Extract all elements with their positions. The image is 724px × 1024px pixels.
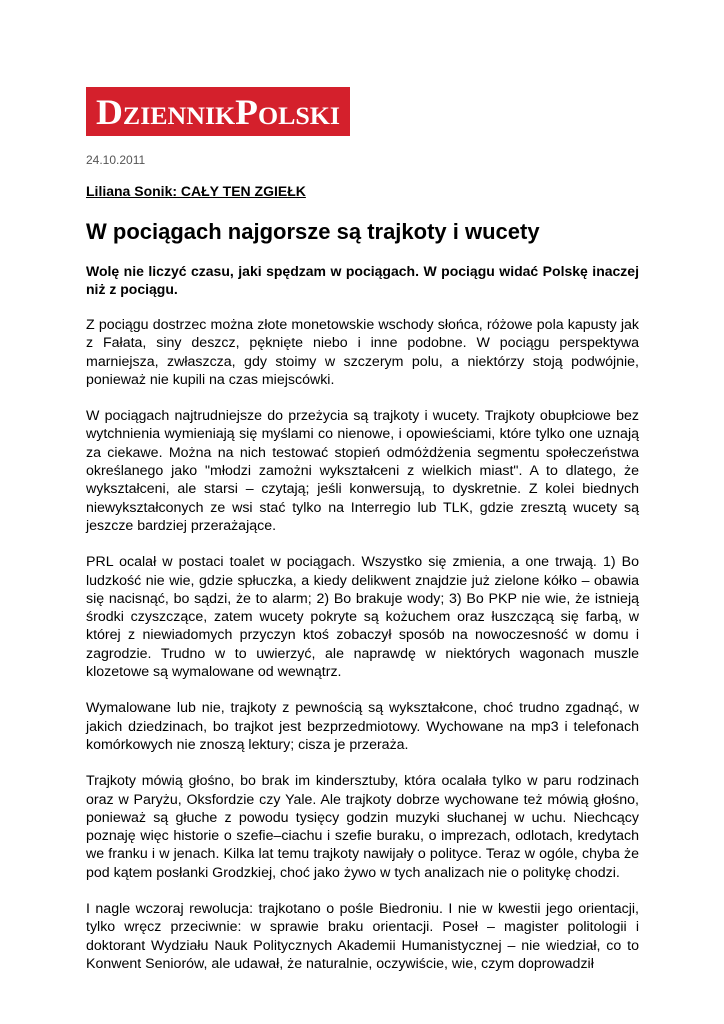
- article-paragraph: PRL ocalał w postaci toalet w pociągach. Wszystko się zmienia, a one trwają. 1) Bo ludzkość nie wie, gdzie spłuczka, a kiedy delikwent znajdzie już zielone kółko – obawia się nacisnąć, bo sądzi, że to alarm; 2) Bo brakuje wody; 3) Bo PKP nie wie, że istnieją środki czyszczące, zatem wucety pokryte są kożuchem oraz łuszczącą się farbą, w której z niewiadomych przyczyn ktoś zobaczył sposób na nowoczesność w domu i zagrodzie. Trudno w to uwierzyć, ale naprawdę w niektórych wagonach muszle klozetowe są wymalowane od wewnątrz.: [86, 554, 639, 681]
- article-paragraph: Trajkoty mówią głośno, bo brak im kindersztuby, która ocalała tylko w paru rodzinach oraz w Paryżu, Oksfordzie czy Yale. Ale trajkoty dobrze wychowane też mówią głośno, ponieważ są głuche z powodu tysięcy godzin muzyki słuchanej w uchu. Niechcący poznaję więc historie o szefie–ciachu i szefie buraku, o imprezach, odlotach, kredytach we franku i w jenach. Kilka lat temu trajkoty nawijały o polityce. Teraz w ogóle, chyba że pod kątem posłanki Grodzkiej, choć jako żywo w tych analizach nie o politykę chodzi.: [86, 773, 639, 881]
- article-title: W pociągach najgorsze są trajkoty i wucety: [86, 219, 540, 244]
- article-paragraph: I nagle wczoraj rewolucja: trajkotano o pośle Biedroniu. I nie w kwestii jego orientacji, tylko wręcz przeciwnie: w sprawie braku orientacji. Poseł – magister politologii i doktorant Wydziału Nauk Politycznych Akademii Humanistycznej – nie wiedział, co to Konwent Seniorów, ale udawał, że naturalnie, oczywiście, wie, czym doprowadził: [86, 901, 639, 972]
- article-paragraph: W pociągach najtrudniejsze do przeżycia są trajkoty i wucety. Trajkoty obupłciowe bez wytchnienia wymieniają się myślami co nienowe, i opowieściami, które tylko one uznają za ciekawe. Można na nich testować stopień odmóżdżenia segmentu społeczeństwa określanego jako "młodzi zamożni wykształceni z wielkich miast". A to dlatego, że wykształceni, ale starsi – czytają; jeśli konwersują, to dyskretnie. Z kolei biednych niewykształconych ze wsi stać tylko na Interregio lub TLK, gdzie zresztą wucety są jeszcze bardziej przerażające.: [86, 408, 639, 534]
- article-body: [86, 262, 639, 991]
- article-date: 24.10.2011: [86, 153, 146, 167]
- newspaper-logo-wordmark: [90, 92, 346, 132]
- article-byline: Liliana Sonik: CAŁY TEN ZGIEŁK: [86, 183, 306, 199]
- article-paragraph: Wymalowane lub nie, trajkoty z pewnością są wykształcone, choć trudno zgadnąć, w jakich dziedzinach, bo trajkot jest bezprzedmiotowy. Wychowane na mp3 i telefonach komórkowych nie znoszą lektury; cisza je przeraża.: [86, 700, 639, 753]
- newspaper-logo: [86, 87, 350, 136]
- article-paragraph: Z pociągu dostrzec można złote monetowskie wschody słońca, różowe pola kapusty jak z Fałata, siny deszcz, pęknięte niebo i inne podobne. W pociągu perspektywa marniejsza, zwłaszcza, gdy stoimy w szczerym polu, a niektórzy stoją podwójnie, ponieważ nie kupili na czas miejscówki.: [86, 317, 639, 388]
- article-lead: Wolę nie liczyć czasu, jaki spędzam w pociągach. W pociągu widać Polskę inaczej niż z pociągu.: [86, 263, 639, 297]
- logo-text: DziennikPolski: [96, 91, 340, 132]
